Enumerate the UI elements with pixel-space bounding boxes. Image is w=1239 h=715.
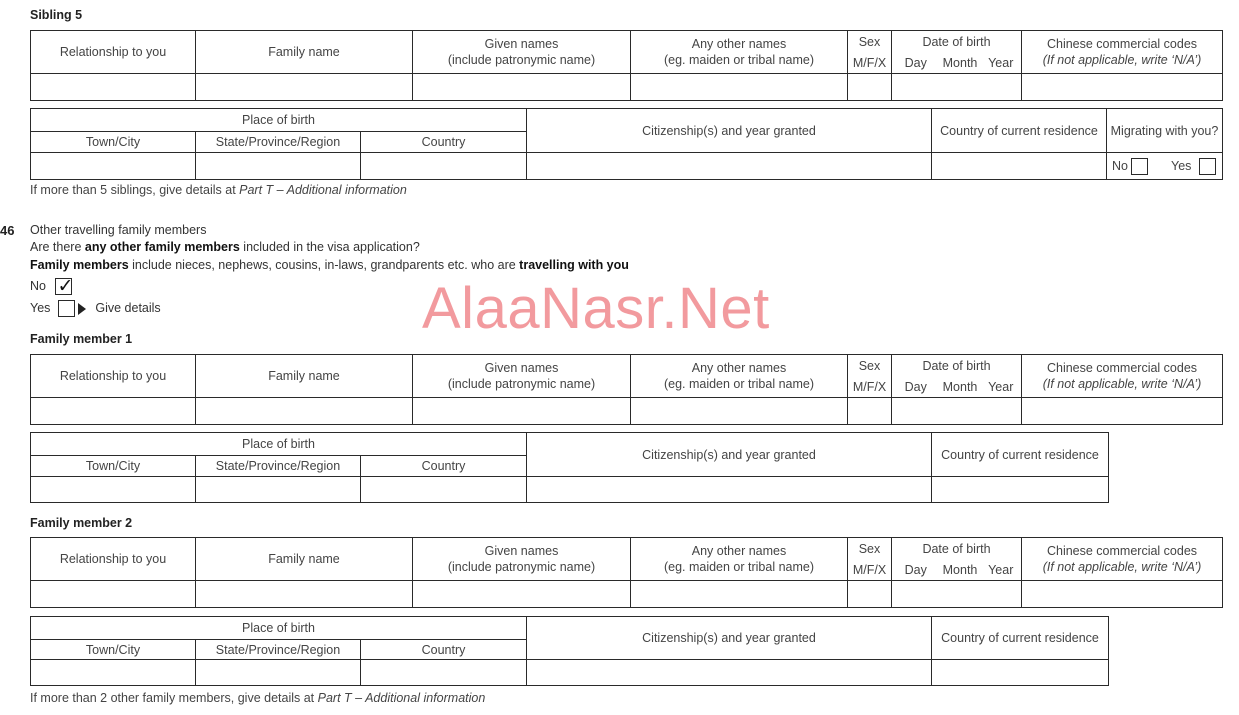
header-dob-year: Year — [981, 54, 1022, 74]
answer-yes-row — [30, 300, 161, 317]
sex-field[interactable] — [848, 581, 892, 608]
dob-field[interactable] — [892, 581, 1022, 608]
header-residence: Country of current residence — [932, 433, 1109, 477]
given-names-field[interactable] — [413, 398, 631, 425]
header-other-names: Any other names (eg. maiden or tribal name) — [631, 538, 848, 581]
sibling5-birth-table — [30, 108, 1223, 180]
member2-title: Family member 2 — [30, 516, 133, 530]
country-field[interactable] — [361, 477, 527, 503]
header-dob-month: Month — [940, 378, 981, 398]
part-t-ref: Part T – Additional information — [239, 183, 407, 197]
member1-title: Family member 1 — [30, 332, 133, 346]
header-migrating: Migrating with you? — [1107, 109, 1223, 153]
state-field[interactable] — [196, 153, 361, 180]
answer-yes-checkbox[interactable] — [58, 300, 75, 317]
header-dob: Date of birth — [892, 31, 1022, 54]
state-field[interactable] — [196, 477, 361, 503]
check-icon: ✓ — [57, 275, 74, 297]
other-names-field[interactable] — [631, 398, 848, 425]
question-line2: Family members include nieces, nephews, cousins, in-laws, grandparents etc. who are travelling with you — [30, 258, 629, 272]
header-dob-year: Year — [981, 561, 1022, 581]
header-other-names: Any other names (eg. maiden or tribal name) — [631, 31, 848, 74]
town-field[interactable] — [31, 477, 196, 503]
header-country: Country — [361, 640, 527, 660]
header-sex-sub: M/F/X — [848, 378, 892, 398]
migrating-options — [1107, 153, 1223, 180]
other-names-field[interactable] — [631, 581, 848, 608]
member2-birth-table — [30, 616, 1109, 686]
family-name-field[interactable] — [196, 74, 413, 101]
header-dob-month: Month — [940, 54, 981, 74]
header-place-of-birth: Place of birth — [31, 617, 527, 640]
residence-field[interactable] — [932, 153, 1107, 180]
sex-field[interactable] — [848, 398, 892, 425]
header-dob-day: Day — [892, 378, 940, 398]
given-names-field[interactable] — [413, 581, 631, 608]
header-place-of-birth: Place of birth — [31, 433, 527, 456]
given-names-field[interactable] — [413, 74, 631, 101]
header-sex: Sex — [848, 538, 892, 561]
country-field[interactable] — [361, 660, 527, 686]
header-citizenship: Citizenship(s) and year granted — [527, 433, 932, 477]
header-relationship: Relationship to you — [31, 31, 196, 74]
header-state: State/Province/Region — [196, 132, 361, 153]
citizenship-field[interactable] — [527, 477, 932, 503]
header-dob-year: Year — [981, 378, 1022, 398]
residence-field[interactable] — [932, 477, 1109, 503]
header-dob: Date of birth — [892, 538, 1022, 561]
header-country: Country — [361, 132, 527, 153]
header-sex-sub: M/F/X — [848, 561, 892, 581]
header-other-names: Any other names (eg. maiden or tribal name) — [631, 355, 848, 398]
header-citizenship: Citizenship(s) and year granted — [527, 617, 932, 660]
state-field[interactable] — [196, 660, 361, 686]
family-name-field[interactable] — [196, 581, 413, 608]
header-sex: Sex — [848, 31, 892, 54]
other-names-field[interactable] — [631, 74, 848, 101]
header-family-name: Family name — [196, 31, 413, 74]
answer-no-checkbox[interactable] — [55, 275, 74, 297]
arrow-right-icon — [78, 303, 86, 315]
header-dob: Date of birth — [892, 355, 1022, 378]
watermark: AlaaNasr.Net — [422, 276, 770, 341]
header-residence: Country of current residence — [932, 109, 1107, 153]
header-town: Town/City — [31, 640, 196, 660]
header-sex: Sex — [848, 355, 892, 378]
migrating-yes-checkbox[interactable] — [1199, 158, 1216, 175]
citizenship-field[interactable] — [527, 153, 932, 180]
answer-no-label: No — [30, 278, 46, 293]
dob-field[interactable] — [892, 74, 1022, 101]
header-given-names: Given names (include patronymic name) — [413, 355, 631, 398]
residence-field[interactable] — [932, 660, 1109, 686]
header-family-name: Family name — [196, 538, 413, 581]
answer-yes-label: Yes — [30, 300, 51, 315]
country-field[interactable] — [361, 153, 527, 180]
sibling5-details-table — [30, 30, 1223, 101]
header-residence: Country of current residence — [932, 617, 1109, 660]
migrating-yes-label: Yes — [1171, 159, 1192, 173]
relationship-field[interactable] — [31, 74, 196, 101]
header-state: State/Province/Region — [196, 456, 361, 477]
header-dob-month: Month — [940, 561, 981, 581]
header-family-name: Family name — [196, 355, 413, 398]
question-title: Other travelling family members — [30, 223, 207, 237]
footer-note: If more than 2 other family members, give details at Part T – Additional information — [30, 691, 486, 705]
sex-field[interactable] — [848, 74, 892, 101]
header-ccc: Chinese commercial codes (If not applicable, write ‘N/A’) — [1022, 355, 1223, 398]
header-place-of-birth: Place of birth — [31, 109, 527, 132]
header-citizenship: Citizenship(s) and year granted — [527, 109, 932, 153]
relationship-field[interactable] — [31, 398, 196, 425]
question-line1: Are there any other family members included in the visa application? — [30, 240, 420, 254]
header-ccc: Chinese commercial codes (If not applicable, write ‘N/A’) — [1022, 31, 1223, 74]
header-country: Country — [361, 456, 527, 477]
header-given-names: Given names (include patronymic name) — [413, 31, 631, 74]
member1-birth-table — [30, 432, 1109, 503]
ccc-field[interactable] — [1022, 581, 1223, 608]
sibling5-note: If more than 5 siblings, give details at Part T – Additional information — [30, 183, 407, 197]
header-state: State/Province/Region — [196, 640, 361, 660]
migrating-no-checkbox[interactable] — [1131, 158, 1148, 175]
header-sex-sub: M/F/X — [848, 54, 892, 74]
header-town: Town/City — [31, 132, 196, 153]
header-relationship: Relationship to you — [31, 355, 196, 398]
header-ccc: Chinese commercial codes (If not applicable, write ‘N/A’) — [1022, 538, 1223, 581]
town-field[interactable] — [31, 660, 196, 686]
part-t-ref: Part T – Additional information — [317, 691, 486, 705]
header-town: Town/City — [31, 456, 196, 477]
question-number: 46 — [0, 223, 15, 238]
answer-no-row — [30, 275, 74, 297]
give-details-label: Give details — [95, 300, 161, 315]
header-relationship: Relationship to you — [31, 538, 196, 581]
member1-details-table — [30, 354, 1223, 425]
member2-details-table — [30, 537, 1223, 608]
town-field[interactable] — [31, 153, 196, 180]
ccc-field[interactable] — [1022, 74, 1223, 101]
migrating-no-label: No — [1112, 159, 1128, 173]
header-dob-day: Day — [892, 54, 940, 74]
sibling5-title: Sibling 5 — [30, 8, 83, 22]
ccc-field[interactable] — [1022, 398, 1223, 425]
header-dob-day: Day — [892, 561, 940, 581]
dob-field[interactable] — [892, 398, 1022, 425]
citizenship-field[interactable] — [527, 660, 932, 686]
family-name-field[interactable] — [196, 398, 413, 425]
relationship-field[interactable] — [31, 581, 196, 608]
header-given-names: Given names (include patronymic name) — [413, 538, 631, 581]
